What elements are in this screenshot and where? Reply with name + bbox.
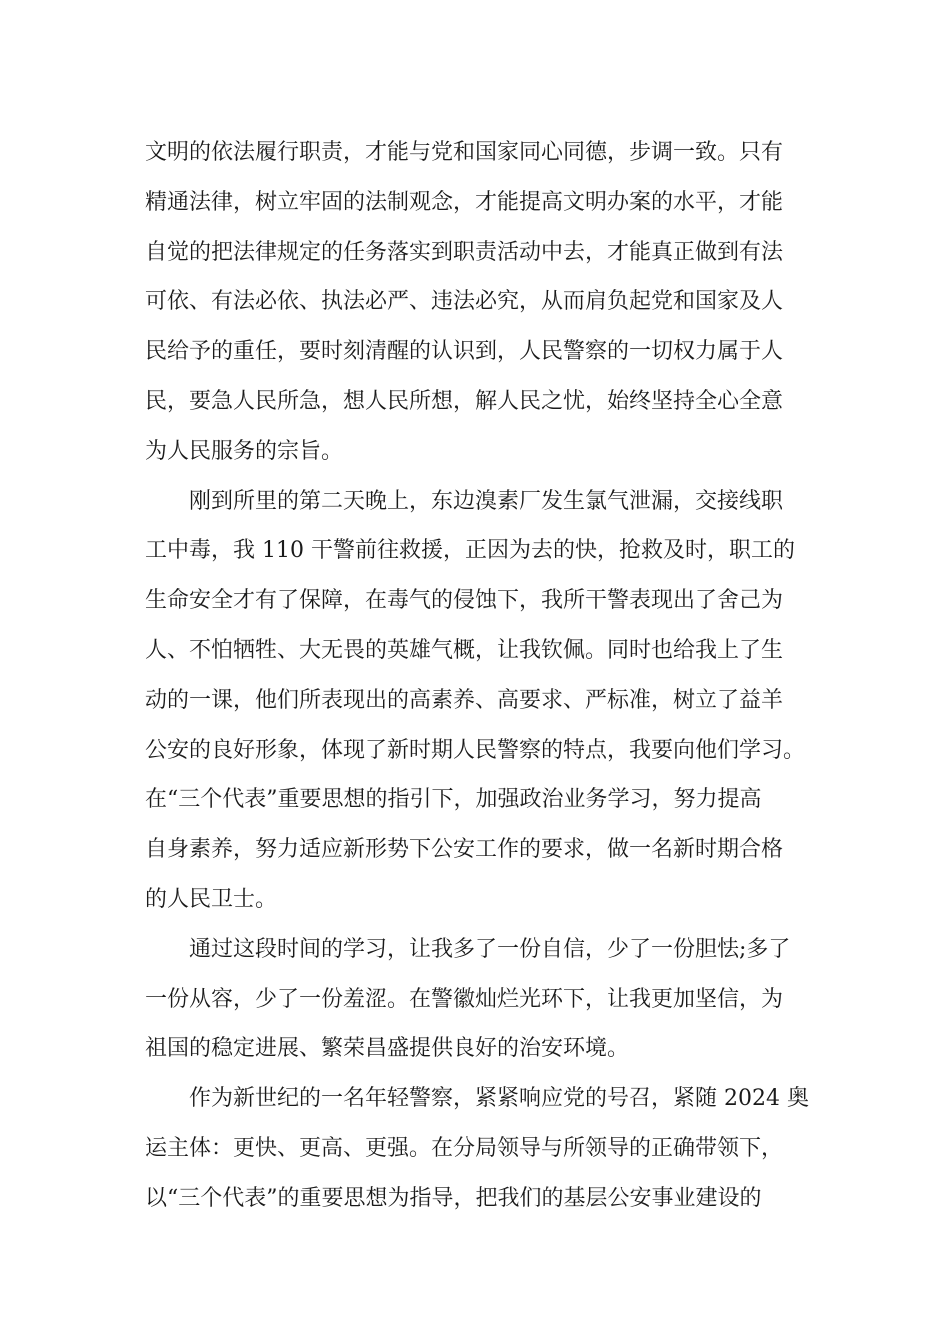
text-line: 公安的良好形象，体现了新时期人民警察的特点，我要向他们学习。 (145, 737, 806, 763)
text-line: 在“三个代表”重要思想的指引下，加强政治业务学习，努力提高 (145, 787, 762, 813)
text-line: 一份从容，少了一份羞涩。在警徽灿烂光环下，让我更加坚信，为 (145, 986, 784, 1012)
paragraph-4 (145, 1074, 825, 1223)
paragraph-3 (145, 925, 825, 1074)
text-line: 通过这段时间的学习，让我多了一份自信，少了一份胆怯;多了 (189, 936, 791, 962)
text-line: 人、不怕牺牲、大无畏的英雄气概，让我钦佩。同时也给我上了生 (145, 637, 784, 663)
text-line: 自觉的把法律规定的任务落实到职责活动中去，才能真正做到有法 (145, 239, 784, 265)
text-line: 精通法律，树立牢固的法制观念，才能提高文明办案的水平，才能 (145, 189, 784, 215)
paragraph-1 (145, 128, 825, 477)
text-line: 祖国的稳定进展、繁荣昌盛提供良好的治安环境。 (145, 1036, 630, 1062)
text-line: 民给予的重任，要时刻清醒的认识到，人民警察的一切权力属于人 (145, 339, 784, 365)
text-line: 民，要急人民所急，想人民所想，解人民之忧，始终坚持全心全意 (145, 388, 784, 414)
paragraph-2 (145, 477, 825, 925)
text-line: 自身素养，努力适应新形势下公安工作的要求，做一名新时期合格 (145, 837, 784, 863)
text-line: 以“三个代表”的重要思想为指导，把我们的基层公安事业建设的 (145, 1185, 762, 1211)
text-line: 工中毒，我 110 干警前往救援，正因为去的快，抢救及时，职工的 (145, 538, 795, 564)
text-line: 文明的依法履行职责，才能与党和国家同心同德，步调一致。只有 (145, 140, 784, 165)
text-line: 动的一课，他们所表现出的高素养、高要求、严标准，树立了益羊 (145, 687, 784, 713)
text-line: 生命安全才有了保障，在毒气的侵蚀下，我所干警表现出了舍己为 (145, 588, 784, 614)
text-line: 可依、有法必依、执法必严、违法必究，从而肩负起党和国家及人 (145, 289, 784, 315)
document-body (145, 128, 825, 1224)
text-line: 运主体：更快、更高、更强。在分局领导与所领导的正确带领下， (145, 1135, 784, 1161)
text-line: 刚到所里的第二天晚上，东边溴素厂发生氯气泄漏，交接线职 (189, 488, 784, 514)
text-line: 作为新世纪的一名年轻警察，紧紧响应党的号召，紧随 2024 奥 (189, 1086, 809, 1112)
text-line: 的人民卫士。 (145, 886, 278, 912)
text-line: 为人民服务的宗旨。 (145, 438, 344, 464)
